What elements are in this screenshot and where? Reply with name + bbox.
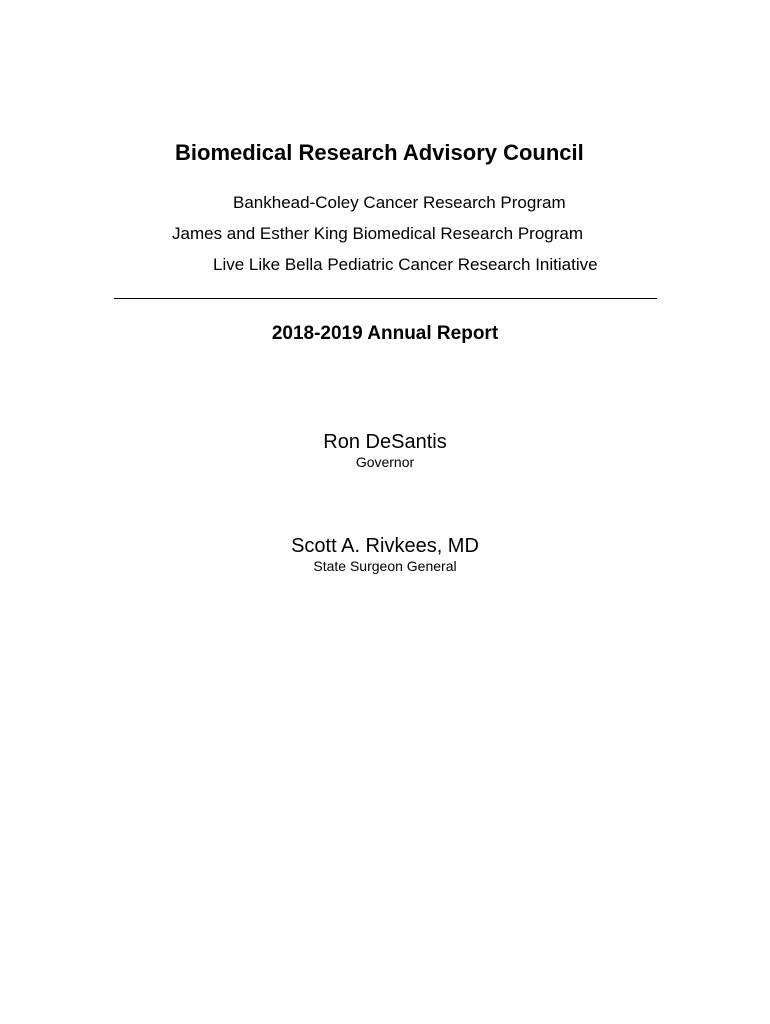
report-title: 2018-2019 Annual Report bbox=[271, 323, 499, 344]
program-live-like-bella: Live Like Bella Pediatric Cancer Research Initiative bbox=[213, 255, 598, 274]
governor-role: Governor bbox=[355, 454, 415, 470]
surgeon-general-name: Scott A. Rivkees, MD bbox=[291, 535, 479, 557]
program-james-esther-king: James and Esther King Biomedical Research Program bbox=[172, 224, 584, 243]
governor-name: Ron DeSantis bbox=[323, 431, 447, 453]
horizontal-divider bbox=[114, 298, 657, 299]
program-bankhead-coley: Bankhead-Coley Cancer Research Program bbox=[233, 193, 566, 212]
council-title: Biomedical Research Advisory Council bbox=[175, 140, 584, 165]
surgeon-general-role: State Surgeon General bbox=[313, 558, 457, 574]
